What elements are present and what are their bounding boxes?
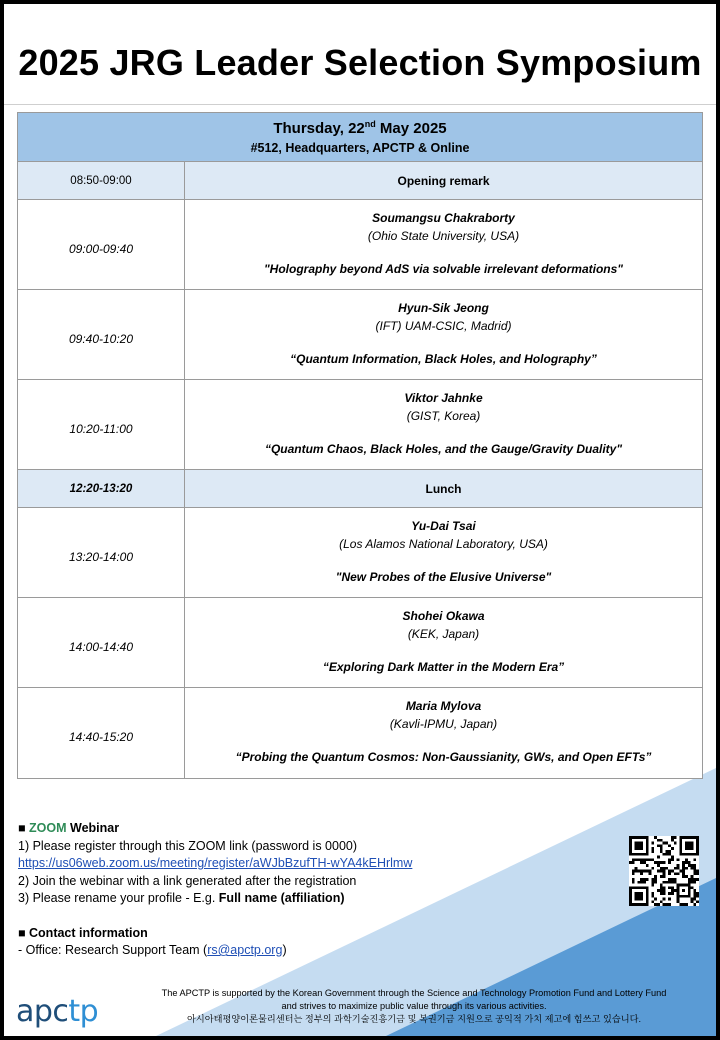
speaker-name: Yu-Dai Tsai [411, 519, 476, 533]
talk-cell [185, 200, 702, 289]
qr-code[interactable] [629, 836, 699, 906]
talk-title: “Exploring Dark Matter in the Modern Era” [322, 660, 565, 674]
talk-cell [185, 380, 702, 469]
footer-line-2: and strives to maximize public value through its various activities. [281, 1001, 547, 1011]
zoom-step-3: 3) Please rename your profile - E.g. Full name (affiliation) [18, 891, 345, 905]
apctp-logo: apctp [16, 994, 99, 1029]
schedule-date: Thursday, 22nd May 2025 [273, 119, 447, 137]
table-row [18, 688, 702, 778]
session-label: Opening remark [397, 173, 490, 188]
contact-email-link[interactable]: rs@apctp.org [207, 943, 283, 957]
session-label: Lunch [425, 481, 462, 496]
speaker-affiliation: (Kavli-IPMU, Japan) [389, 717, 498, 731]
poster-page [4, 4, 716, 1036]
schedule-header [18, 113, 702, 162]
zoom-register-link[interactable]: https://us06web.zoom.us/meeting/register/aWJbBzufTH-wYA4kEHrlmw [18, 856, 413, 870]
table-row [18, 200, 702, 290]
talk-cell [185, 598, 702, 687]
schedule-venue: #512, Headquarters, APCTP & Online [250, 141, 470, 155]
speaker-affiliation: (GIST, Korea) [406, 409, 481, 423]
speaker-affiliation: (Ohio State University, USA) [367, 229, 520, 243]
speaker-affiliation: (KEK, Japan) [407, 627, 480, 641]
talk-title: “Quantum Chaos, Black Holes, and the Gauge/Gravity Duality" [264, 442, 623, 456]
contact-line: - Office: Research Support Team (rs@apctp.org) [18, 943, 287, 957]
time-cell: 09:40-10:20 [18, 290, 185, 379]
zoom-step-2: 2) Join the webinar with a link generated after the registration [18, 873, 357, 888]
table-row [18, 470, 702, 508]
zoom-heading: ■ ZOOM Webinar [18, 821, 120, 835]
table-row [18, 290, 702, 380]
header-divider [4, 104, 716, 105]
table-row [18, 162, 702, 200]
speaker-name: Viktor Jahnke [404, 391, 483, 405]
zoom-step-1: 1) Please register through this ZOOM link (password is 0000) [18, 838, 358, 853]
time-cell: 09:00-09:40 [18, 200, 185, 289]
time-cell: 14:00-14:40 [18, 598, 185, 687]
time-cell: 10:20-11:00 [18, 380, 185, 469]
speaker-name: Maria Mylova [405, 699, 482, 713]
page-title: 2025 JRG Leader Selection Symposium [18, 42, 702, 83]
speaker-affiliation: (Los Alamos National Laboratory, USA) [339, 537, 548, 551]
info-section [18, 820, 412, 960]
speaker-name: Shohei Okawa [402, 609, 485, 623]
table-row [18, 380, 702, 470]
footer-note [108, 987, 716, 1026]
talk-cell [185, 290, 702, 379]
table-row [18, 508, 702, 598]
time-cell: 14:40-15:20 [18, 688, 185, 778]
footer-line-1: The APCTP is supported by the Korean Government through the Science and Technology Promotion Fund and Lottery Fund [161, 988, 667, 998]
talk-title: “Probing the Quantum Cosmos: Non-Gaussianity, GWs, and Open EFTs” [235, 750, 652, 764]
time-cell: 12:20-13:20 [18, 470, 185, 507]
talk-title: “Quantum Information, Black Holes, and Holography” [290, 352, 597, 366]
contact-heading: ■ Contact information [18, 925, 148, 940]
talk-title: "New Probes of the Elusive Universe" [335, 570, 552, 584]
time-cell: 13:20-14:00 [18, 508, 185, 597]
table-row [18, 598, 702, 688]
footer-line-3: 아시아태평양이론물리센터는 정부의 과학기술진흥기금 및 복권기금 지원으로 공익적 가치 제고에 힘쓰고 있습니다. [186, 1014, 642, 1024]
talk-title: "Holography beyond AdS via solvable irrelevant deformations" [263, 262, 623, 276]
schedule-table [17, 112, 703, 779]
speaker-name: Hyun-Sik Jeong [398, 301, 489, 315]
time-cell: 08:50-09:00 [18, 162, 185, 199]
talk-cell [185, 508, 702, 597]
speaker-affiliation: (IFT) UAM-CSIC, Madrid) [375, 319, 512, 333]
speaker-name: Soumangsu Chakraborty [372, 211, 515, 225]
talk-cell [185, 688, 702, 778]
